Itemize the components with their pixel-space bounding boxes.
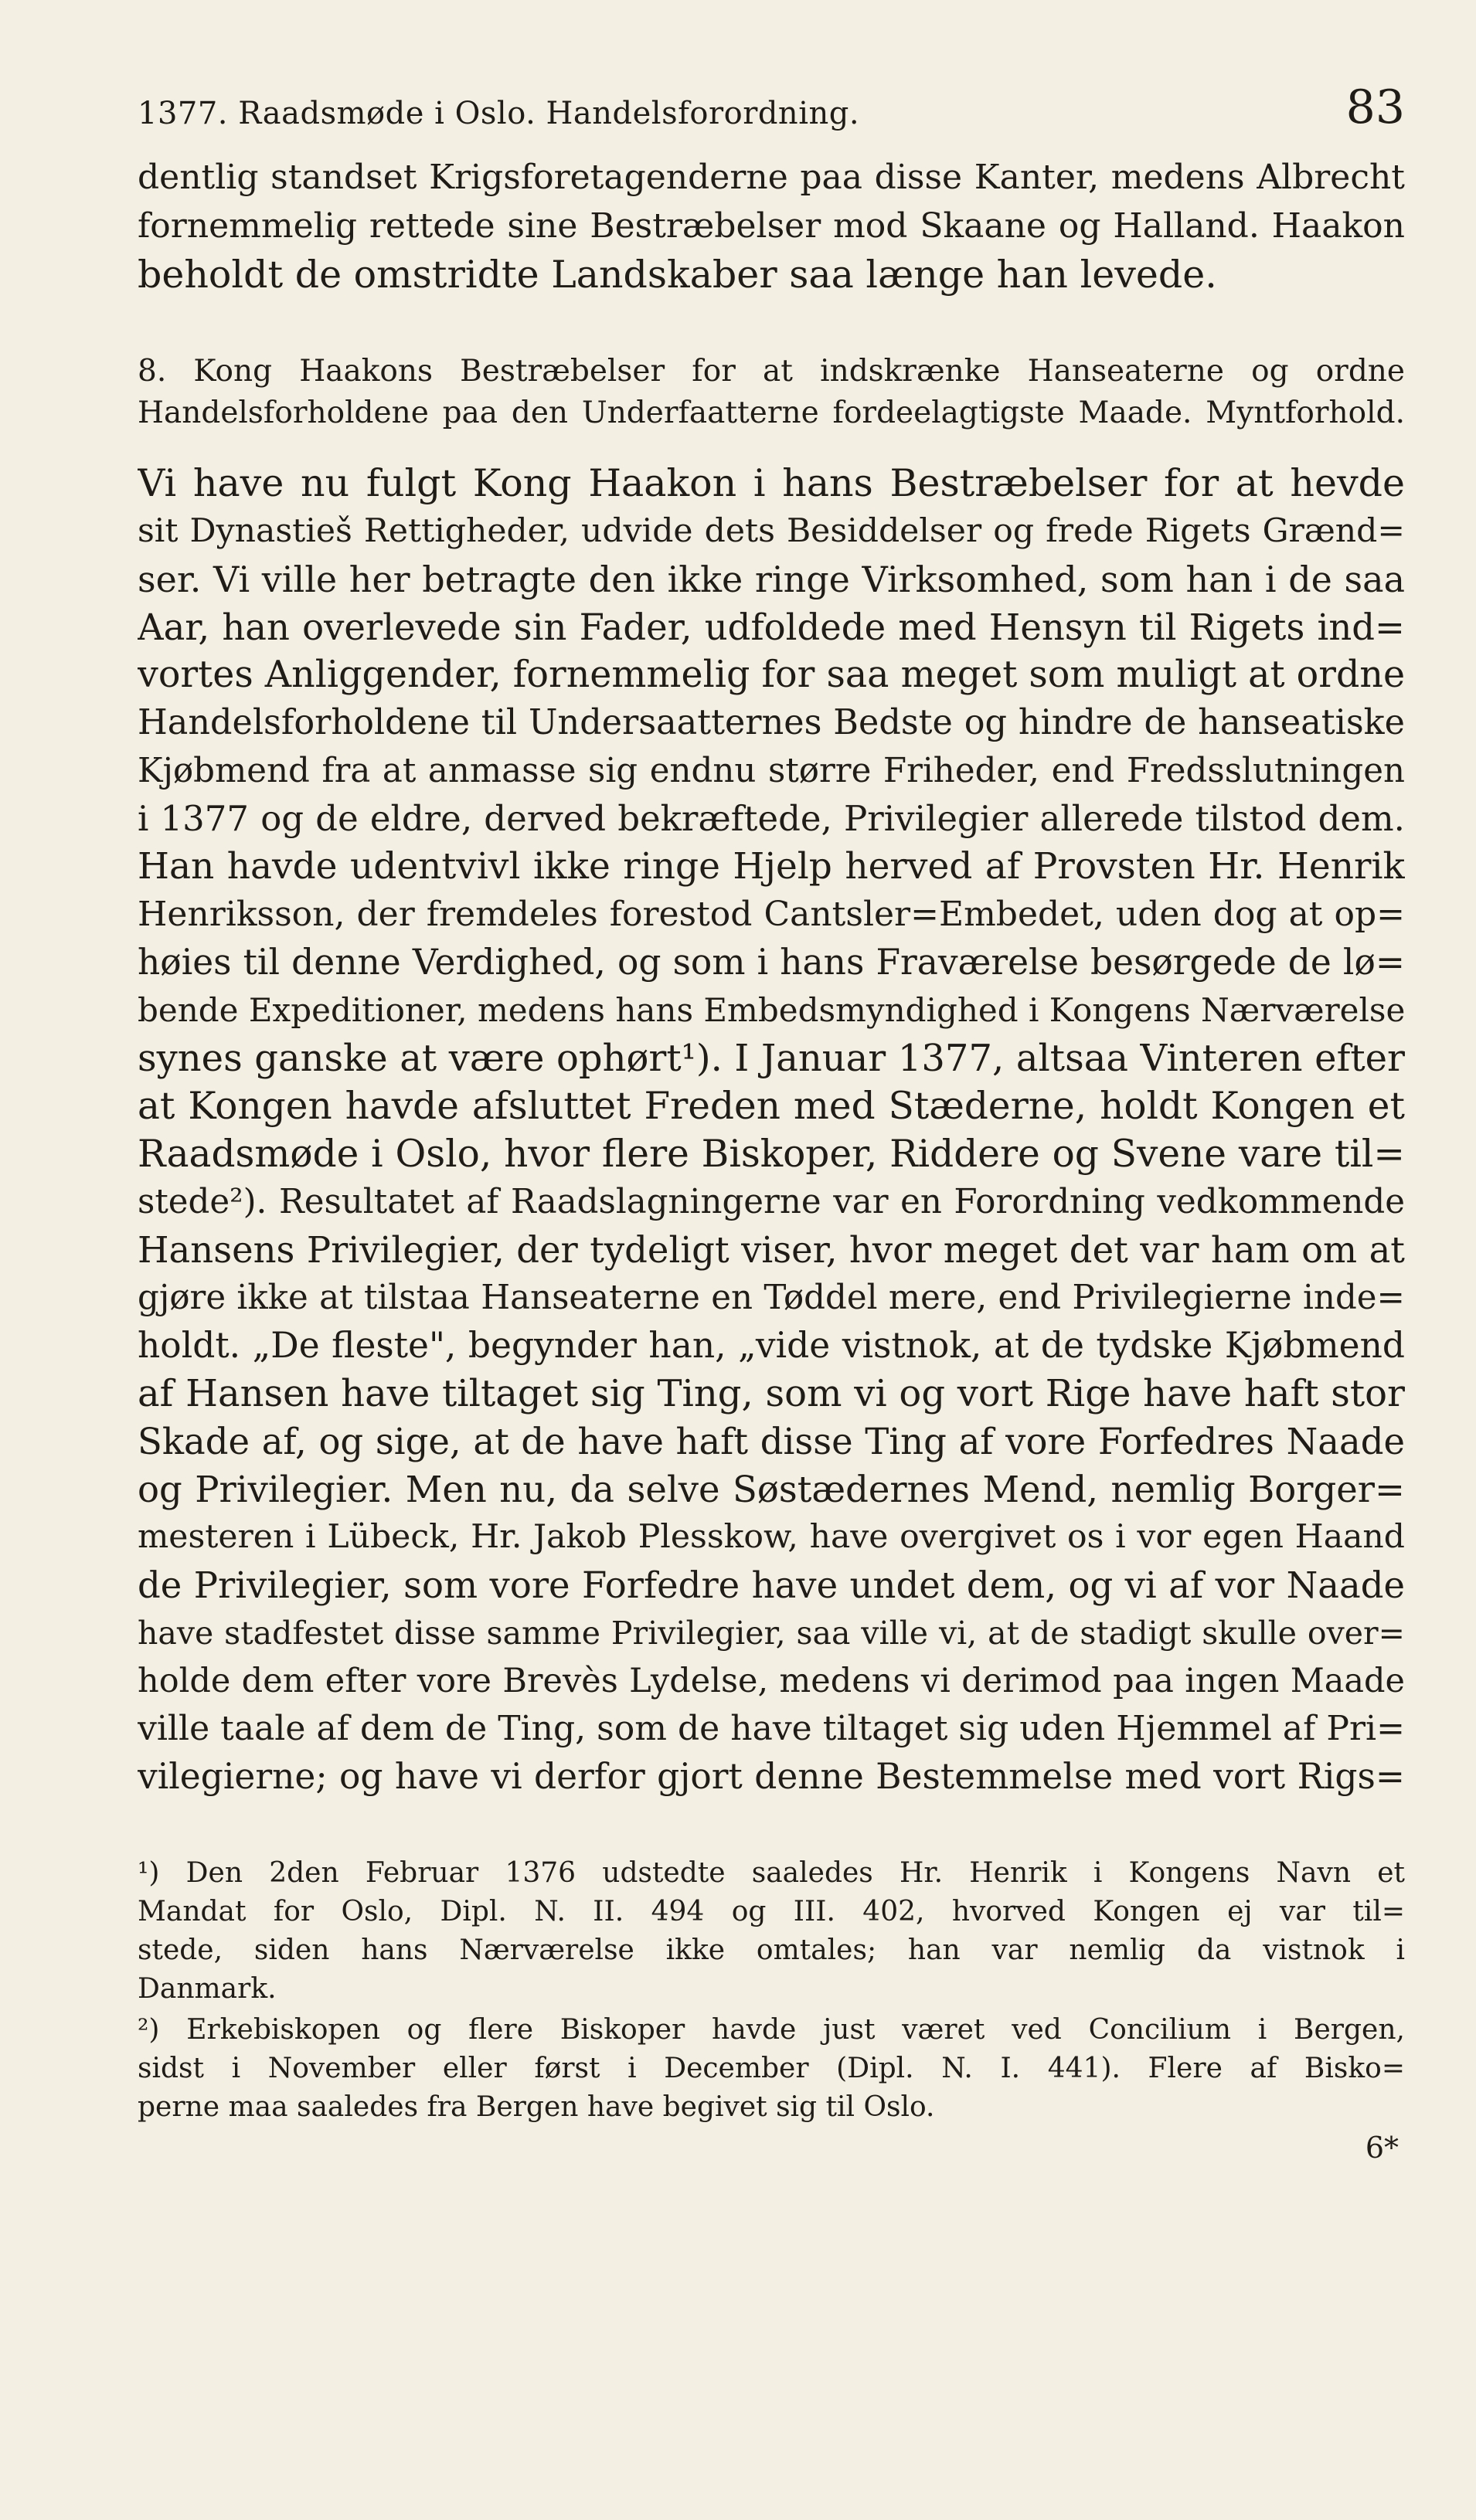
section-heading-line-1: 8. Kong Haakons Bestræbelser for at indskrænke Hanseaterne og ordne (138, 354, 1405, 389)
body-line: synes ganske at være ophørt¹). I Januar 1377, altsaa Vinteren efter (138, 1037, 1405, 1080)
body-line: have stadfestet disse samme Privilegier, saa ville vi, at de stadigt skulle over= (138, 1615, 1405, 1652)
body-line: vortes Anliggender, fornemmelig for saa meget som muligt at ordne (138, 654, 1405, 696)
body-line: de Privilegier, som vore Forfedre have undet dem, og vi af vor Naade (138, 1564, 1405, 1606)
footnote-line: ²) Erkebiskopen og flere Biskoper havde just været ved Concilium i Bergen, (138, 2014, 1405, 2046)
section-heading-line-2: Handelsforholdene paa den Underfaatterne fordeelagtigste Maade. Myntforhold. (138, 396, 1405, 430)
body-line: gjøre ikke at tilstaa Hanseaterne en Tøddel mere, end Privilegierne inde= (138, 1279, 1405, 1317)
body-line: holde dem efter vore Brevès Lydelse, medens vi derimod paa ingen Maade (138, 1662, 1405, 1700)
body-line: og Privilegier. Men nu, da selve Søstædernes Mend, nemlig Borger= (138, 1469, 1405, 1510)
body-line: stede²). Resultatet af Raadslagningerne var en Forordning vedkommende (138, 1183, 1405, 1221)
body-line: Raadsmøde i Oslo, hvor flere Biskoper, Riddere og Svene vare til= (138, 1133, 1405, 1176)
footnote-line: perne maa saaledes fra Bergen have begivet sig til Oslo. (138, 2091, 935, 2123)
intro-line-1: dentlig standset Krigsforetagenderne paa disse Kanter, medens Albrecht (138, 158, 1405, 197)
body-line: at Kongen havde afsluttet Freden med Stæderne, holdt Kongen et (138, 1085, 1405, 1128)
body-line: Hansens Privilegier, der tydeligt viser, hvor meget det var ham om at (138, 1229, 1405, 1271)
body-line: af Hansen have tiltaget sig Ting, som vi og vort Rige have haft stor (138, 1372, 1405, 1415)
body-line: Aar, han overlevede sin Fader, udfoldede med Hensyn til Rigets ind= (138, 606, 1405, 648)
body-line: mesteren i Lübeck, Hr. Jakob Plesskow, have overgivet os i vor egen Haand (138, 1518, 1405, 1556)
body-line: Kjøbmend fra at anmasse sig endnu større Friheder, end Fredsslutningen (138, 752, 1405, 790)
footnote-line: sidst i November eller først i December (Dipl. N. I. 441). Flere af Bisko= (138, 2053, 1405, 2084)
body-line: Skade af, og sige, at de have haft disse Ting af vore Forfedres Naade (138, 1421, 1405, 1462)
intro-line-2: fornemmelig rettede sine Bestræbelser mod Skaane og Halland. Haakon (138, 206, 1405, 246)
body-line: Vi have nu fulgt Kong Haakon i hans Bestræbelser for at hevde (138, 461, 1405, 505)
body-line: Han havde udentvivl ikke ringe Hjelp herved af Provsten Hr. Henrik (138, 845, 1405, 888)
body-line: bende Expeditioner, medens hans Embedsmyndighed i Kongens Nærværelse (138, 991, 1405, 1029)
page-number: 83 (1345, 80, 1405, 134)
body-line: Handelsforholdene til Undersaatternes Bedste og hindre de hanseatiske (138, 703, 1405, 742)
footnote-line: stede, siden hans Nærværelse ikke omtales; han var nemlig da vistnok i (138, 1934, 1405, 1966)
body-line: høies til denne Verdighed, og som i hans Fraværelse besørgede de lø= (138, 942, 1405, 983)
intro-line-3: beholdt de omstridte Landskaber saa længe han levede. (138, 253, 1217, 297)
body-line: sit Dynastieš Rettigheder, udvide dets Besiddelser og frede Rigets Grænd= (138, 512, 1405, 550)
body-line: holdt. „De fleste", begynder han, „vide vistnok, at de tydske Kjøbmend (138, 1325, 1405, 1366)
signature-mark: 6* (1365, 2131, 1399, 2165)
body-line: Henriksson, der fremdeles forestod Cantsler=Embedet, uden dog at op= (138, 895, 1405, 934)
body-line: i 1377 og de eldre, derved bekræftede, Privilegier allerede tilstod dem. (138, 798, 1405, 839)
footnote-line: ¹) Den 2den Februar 1376 udstedte saaledes Hr. Henrik i Kongens Navn et (138, 1857, 1405, 1889)
footnote-line: Mandat for Oslo, Dipl. N. II. 494 og III. 402, hvorved Kongen ej var til= (138, 1896, 1405, 1927)
body-line: vilegierne; og have vi derfor gjort denne Bestemmelse med vort Rigs= (138, 1756, 1405, 1797)
running-title: 1377. Raadsmøde i Oslo. Handelsforordning. (138, 96, 860, 131)
page-header (138, 80, 1405, 150)
body-line: ville taale af dem de Ting, som de have tiltaget sig uden Hjemmel af Pri= (138, 1709, 1405, 1748)
footnote-line: Danmark. (138, 1973, 277, 2005)
body-line: ser. Vi ville her betragte den ikke ringe Virksomhed, som han i de saa (138, 559, 1405, 600)
